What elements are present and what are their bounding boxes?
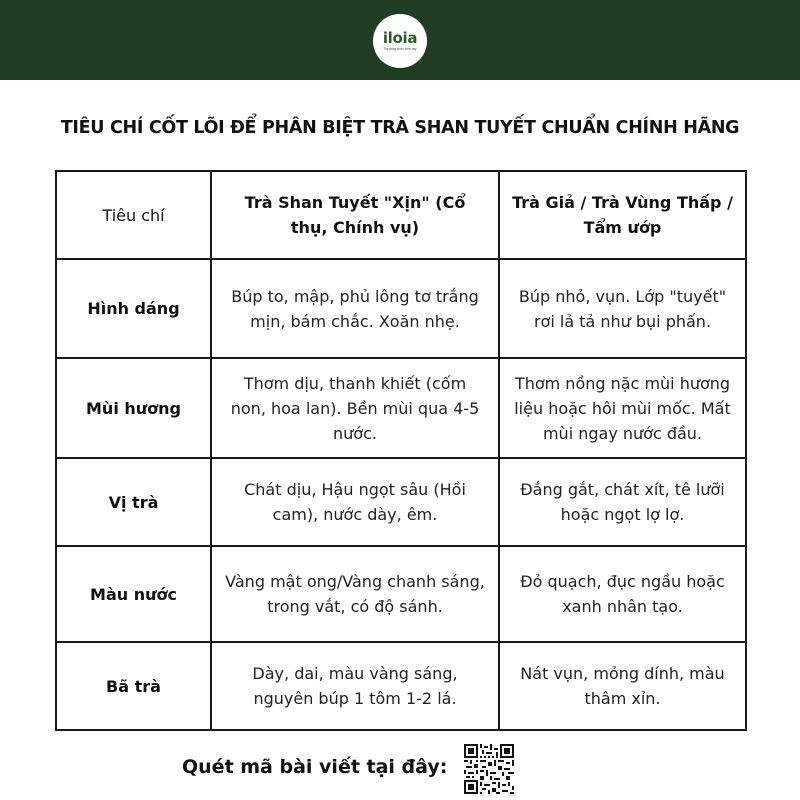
logo-wordmark: iloia <box>382 28 418 47</box>
brand-logo[interactable] <box>373 14 427 68</box>
row-fake: Nát vụn, mỏng dính, màu thâm xỉn. <box>499 642 746 730</box>
table-row <box>56 642 746 730</box>
row-criterion: Màu nước <box>56 546 211 642</box>
header-fake-tea: Trà Giả / Trà Vùng Thấp / Tẩm ướp <box>499 171 746 259</box>
row-fake: Búp nhỏ, vụn. Lớp "tuyết" rơi lả tả như bụi phấn. <box>499 259 746 358</box>
qr-code-icon[interactable] <box>464 744 514 794</box>
row-genuine: Chát dịu, Hậu ngọt sâu (Hồi cam), nước dày, êm. <box>211 458 499 546</box>
page-title: TIÊU CHÍ CỐT LÕI ĐỂ PHÂN BIỆT TRÀ SHAN TUYẾT CHUẨN CHÍNH HÃNG <box>60 118 740 138</box>
row-criterion: Bã trà <box>56 642 211 730</box>
row-genuine: Dày, dai, màu vàng sáng, nguyên búp 1 tôm 1-2 lá. <box>211 642 499 730</box>
header-criteria: Tiêu chí <box>56 171 211 259</box>
header-genuine-tea: Trà Shan Tuyết "Xịn" (Cổ thụ, Chính vụ) <box>211 171 499 259</box>
row-criterion: Mùi hương <box>56 358 211 458</box>
table-row <box>56 358 746 458</box>
qr-label: Quét mã bài viết tại đây: <box>182 756 448 778</box>
row-criterion: Vị trà <box>56 458 211 546</box>
row-criterion: Hình dáng <box>56 259 211 358</box>
row-fake: Đắng gắt, chát xít, tê lưỡi hoặc ngọt lợ lợ. <box>499 458 746 546</box>
header-band <box>0 0 800 80</box>
logo-tagline: Thưởng thức trên tay <box>383 46 417 51</box>
row-fake: Đỏ quạch, đục ngầu hoặc xanh nhân tạo. <box>499 546 746 642</box>
comparison-table <box>55 170 747 731</box>
table-row <box>56 458 746 546</box>
row-genuine: Vàng mật ong/Vàng chanh sáng, trong vắt, có độ sánh. <box>211 546 499 642</box>
row-genuine: Thơm dịu, thanh khiết (cốm non, hoa lan). Bền mùi qua 4-5 nước. <box>211 358 499 458</box>
table-header-row <box>56 171 746 259</box>
row-genuine: Búp to, mập, phủ lông tơ trắng mịn, bám chắc. Xoăn nhẹ. <box>211 259 499 358</box>
table-row <box>56 546 746 642</box>
table-row <box>56 259 746 358</box>
row-fake: Thơm nồng nặc mùi hương liệu hoặc hôi mùi mốc. Mất mùi ngay nước đầu. <box>499 358 746 458</box>
